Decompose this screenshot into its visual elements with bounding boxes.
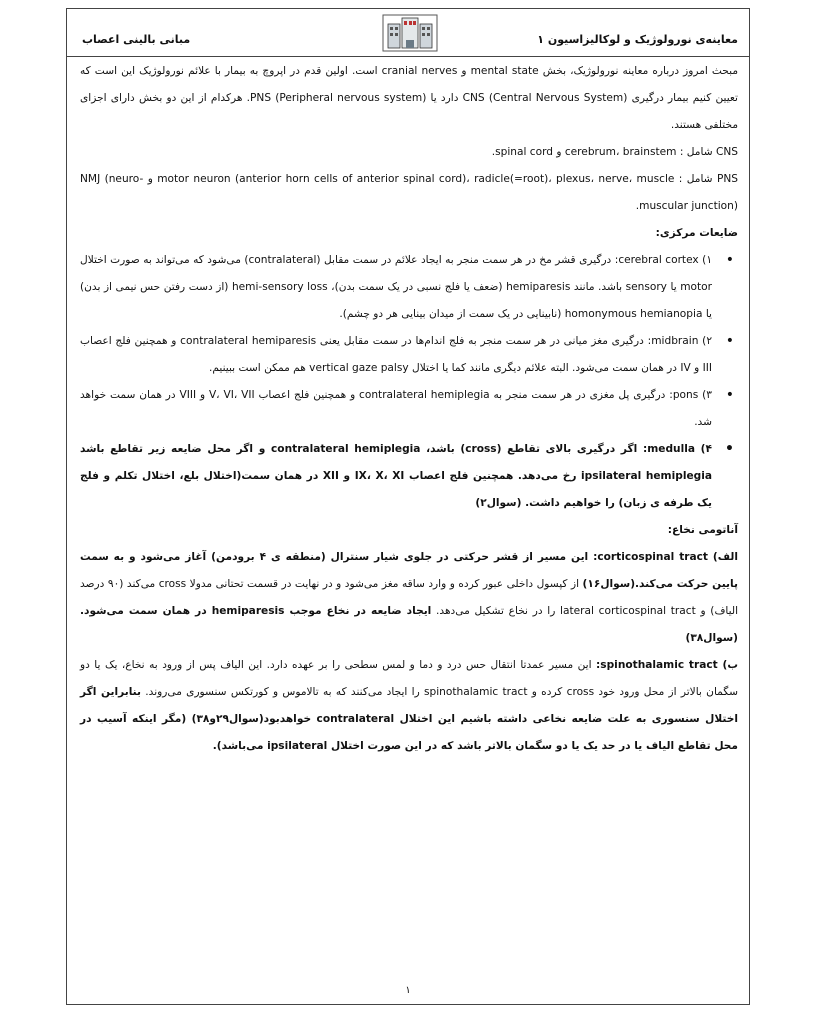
spinothalamic-conclusion: بنابراین اگر اختلال سنسوری به علت ضایعه نخاعی داشته باشیم این اختلال contralateral خواهدبود(سوال۲۹و۳۸) (مگر اینکه آسیب در محل تقاطع الیاف یا در حد یک یا دو سگمان بالاتر باشد که در این صورت اختلال ipsilateral می‌باشد). bbox=[80, 686, 738, 752]
header-title-left: مبانی بالینی اعصاب bbox=[82, 33, 191, 46]
central-lesions-list bbox=[80, 247, 738, 517]
list-item-medulla: • ۴) medulla: اگر درگیری بالای تقاطع (cross) باشد، contralateral hemiplegia و اگر محل ضایعه زیر تقاطع باشد ipsilateral hemiplegia رخ می‌دهد. همچنین فلج اعصاب IX، X، XI و XII در همان سمت(اختلال بلع، اختلال تکلم و فلج یک طرفه ی زبان) را خواهیم داشت. (سوال۲) bbox=[80, 436, 738, 517]
spinothalamic-lead: ب) spinothalamic tract: bbox=[596, 659, 738, 671]
page-number: ۱ bbox=[405, 985, 411, 996]
spinothalamic-paragraph bbox=[80, 652, 738, 760]
page-header bbox=[66, 12, 750, 57]
corticospinal-lead: الف) corticospinal tract: این مسیر از قشر حرکتی در جلوی شیار سنترال (منطقه ی ۴ برودمن) آغاز می‌شود و به سمت پایین حرکت می‌کند.(سوال۱۶) bbox=[80, 551, 738, 590]
intro-paragraph: مبحث امروز درباره معاینه نورولوژیک، بخش mental state و cranial nerves است. اولین قدم در اپروچ به بیمار با علائم نورولوژیک این است که تعیین کنیم بیمار درگیری CNS (Central Nervous System) دارد یا PNS (Peripheral nervous system). هرکدام از این دو بخش دارای اجزای مختلفی هستند. bbox=[80, 65, 738, 131]
corticospinal-paragraph bbox=[80, 544, 738, 652]
corticospinal-conclusion: ایجاد ضایعه در نخاع موجب hemiparesis در همان سمت می‌شود.(سوال۳۸) bbox=[80, 605, 738, 644]
pns-components: PNS شامل : motor neuron (anterior horn cells of anterior spinal cord)، radicle(=root)، plexus، nerve، muscle و NMJ (neuro-muscular junction). bbox=[80, 173, 738, 212]
list-item-pons: • ۳) pons: درگیری پل مغزی در هر سمت منجر به contralateral hemiplegia و همچنین فلج اعصاب V، VI، VII و VIII در همان سمت خواهد شد. bbox=[80, 382, 738, 436]
document-body bbox=[80, 58, 738, 760]
building-logo-icon bbox=[382, 14, 438, 52]
corticospinal-body: از کپسول داخلی عبور کرده و وارد ساقه مغز می‌شود و در نهایت در قسمت تحتانی مدولا cross می‌کند (۹۰ درصد الیاف) و lateral corticospinal tract را در نخاع تشکیل می‌دهد. bbox=[80, 578, 739, 617]
spinothalamic-body: این مسیر عمدتا انتقال حس درد و دما و لمس سطحی را بر عهده دارد. این الیاف پس از ورود به نخاع، یک یا دو سگمان بالاتر از محل ورود خود cross کرده و spinothalamic tract را ایجاد می‌کنند که به تالاموس و کورتکس سنسوری می‌روند. bbox=[80, 659, 739, 698]
header-title-right: معاینه‌ی نورولوژیک و لوکالیزاسیون ۱ bbox=[537, 33, 738, 46]
list-item-midbrain: • ۲) midbrain: درگیری مغز میانی در هر سمت منجر به فلج اندام‌ها در سمت مقابل یعنی contralateral hemiparesis و همچنین فلج اعصاب III و IV در همان سمت می‌شود. البته علائم دیگری مانند کما یا اختلال vertical gaze palsy هم ممکن است ببینیم. bbox=[80, 328, 738, 382]
cns-components: CNS شامل : cerebrum، brainstem و spinal cord. bbox=[491, 146, 738, 158]
section-heading-central-lesions: ضایعات مرکزی: bbox=[655, 227, 738, 239]
list-item-cerebral-cortex: • ۱) cerebral cortex: درگیری قشر مخ در هر سمت منجر به ایجاد علائم در سمت مقابل (contralateral) می‌شود که می‌تواند به صورت اختلال motor یا sensory باشد. مانند hemiparesis (ضعف یا فلج نسبی در یک سمت بدن)، hemi-sensory loss (از دست رفتن حس نیمی از بدن) یا homonymous hemianopia (نابینایی در یک سمت از میدان بینایی هر دو چشم). bbox=[80, 247, 738, 328]
section-heading-spinal-anatomy: آناتومی نخاع: bbox=[667, 524, 738, 536]
